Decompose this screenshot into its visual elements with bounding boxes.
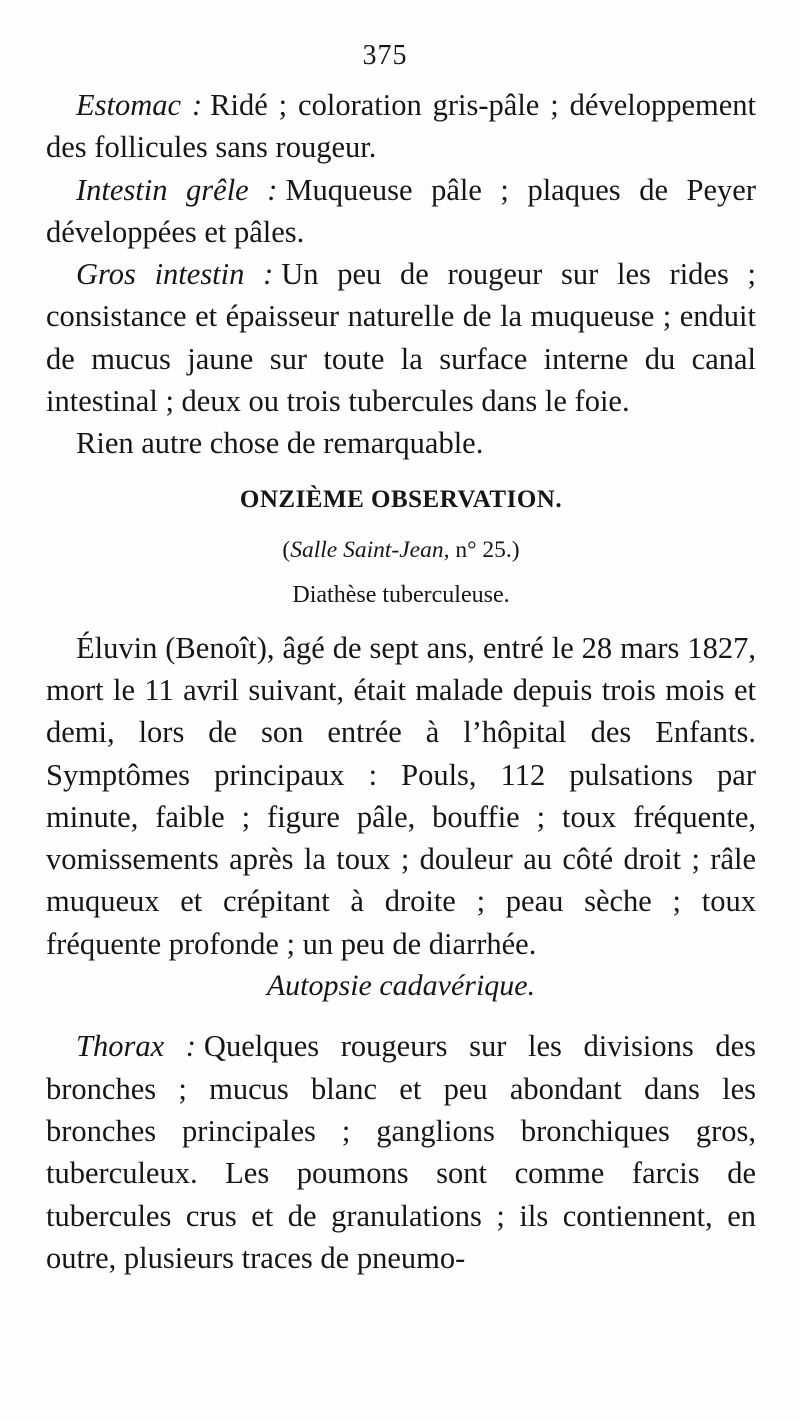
page-body xyxy=(46,84,756,1279)
observation-location xyxy=(46,529,756,571)
organ-label: Thorax : xyxy=(76,1029,196,1064)
organ-label: Estomac : xyxy=(76,88,203,122)
paragraph-text: Quelques rougeurs sur les divisions des bronches ; mucus blanc et peu abondant dans les bronches principales ; ganglions bronchiques gros, tuberculeux. Les poumons sont comme farcis de tubercules crus et de granulations ; ils contiennent, en outre, plusieurs traces de pneumo- xyxy=(46,1029,757,1275)
paragraph-estomac xyxy=(46,84,756,169)
location-ward: Salle Saint-Jean, xyxy=(290,536,450,563)
paragraph-thorax xyxy=(46,1025,756,1279)
paragraph-text: Un peu de rougeur sur les rides ; consistance et épaisseur naturelle de la muqueuse ; enduit de mucus jaune sur toute la surface interne du canal intestinal ; deux ou trois tubercules dans le foie. xyxy=(46,257,757,419)
paragraph-text: Ridé ; coloration gris-pâle ; développement des follicules sans rougeur. xyxy=(46,88,756,165)
location-bed-number: n° 25.) xyxy=(455,536,520,563)
patient-history: Éluvin (Benoît), âgé de sept ans, entré le 28 mars 1827, mort le 11 avril suivant, était malade depuis trois mois et demi, lors de son entrée à l’hôpital des Enfants. Symptômes principaux : Pouls, 112 pulsations par minute, faible ; figure pâle, bouffie ; toux fréquente, vomissements après la toux ; douleur au côté droit ; râle muqueux et crépitant à droite ; peau sèche ; toux fréquente profonde ; un peu de diarrhée. xyxy=(46,630,756,961)
page-number: 375 xyxy=(362,40,408,71)
observation-title: ONZIÈME OBSERVATION. xyxy=(239,485,563,513)
location-open-paren: ( xyxy=(282,536,291,563)
paragraph-intestin-grele xyxy=(46,169,756,254)
paragraph-gros-intestin xyxy=(46,253,756,422)
organ-label: Intestin grêle : xyxy=(76,172,278,207)
organ-label: Gros intestin : xyxy=(76,257,274,292)
paragraph-conclusion xyxy=(46,422,756,464)
observation-diagnosis: Diathèse tuberculeuse. xyxy=(292,581,510,608)
paragraph-text: Muqueuse pâle ; plaques de Peyer développées et pâles. xyxy=(46,172,756,249)
autopsy-heading: Autopsie cadavérique. xyxy=(266,969,536,1003)
paragraph-text: Rien autre chose de remarquable. xyxy=(76,426,484,461)
